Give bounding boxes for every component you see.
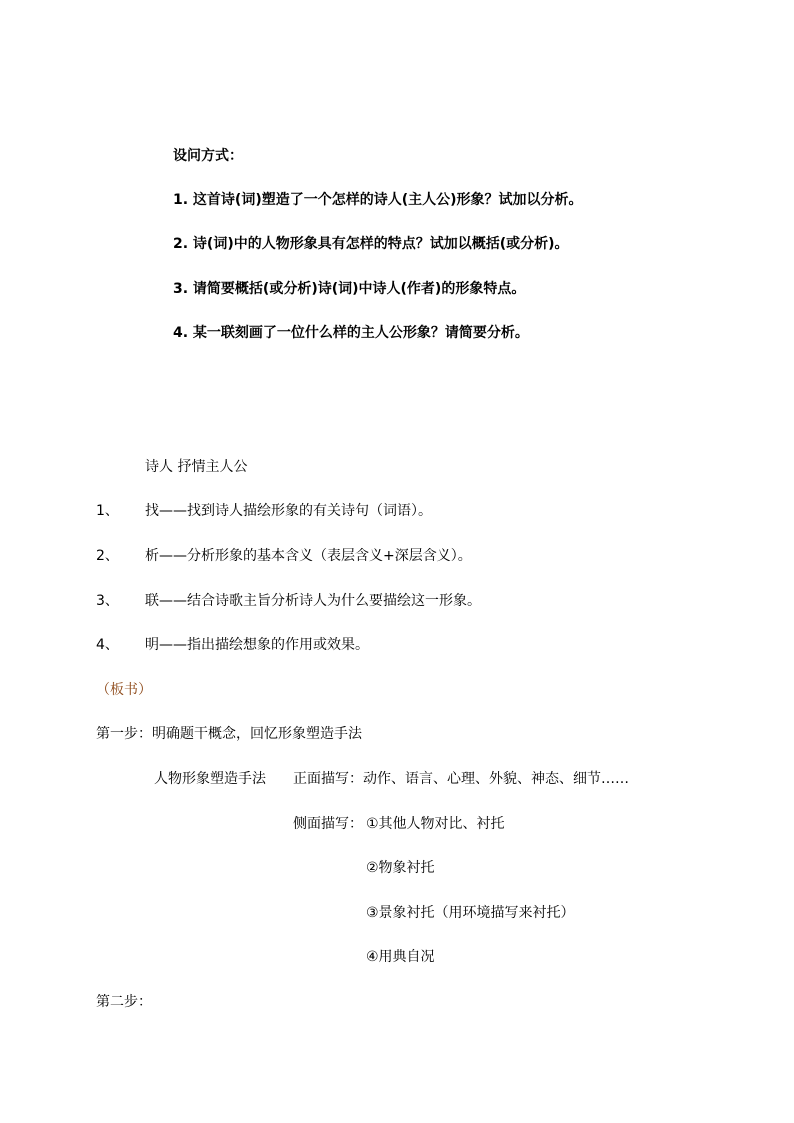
step-text-4: 明——指出描绘想象的作用或效果。 xyxy=(145,637,369,653)
indirect-item-3: ③景象衬托（用环境描写来衬托） xyxy=(366,905,575,921)
step-two-title: 第二步： xyxy=(96,994,152,1010)
step-one-title: 第一步：明确题干概念，回忆形象塑造手法 xyxy=(96,726,362,742)
question-item-4: 4. 某一联刻画了一位什么样的主人公形象？请简要分析。 xyxy=(173,325,529,341)
question-item-3: 3. 请简要概括(或分析)诗(词)中诗人(作者)的形象特点。 xyxy=(173,281,526,297)
step-text-3: 联——结合诗歌主旨分析诗人为什么要描绘这一形象。 xyxy=(145,593,481,609)
method-subtitle: 诗人 抒情主人公 xyxy=(145,459,248,475)
indirect-item-2: ②物象衬托 xyxy=(366,860,435,876)
question-item-1: 1. 这首诗(词)塑造了一个怎样的诗人(主人公)形象？试加以分析。 xyxy=(173,192,583,208)
step-number-1: 1、 xyxy=(96,503,119,519)
step-number-3: 3、 xyxy=(96,593,119,609)
step-text-2: 析——分析形象的基本含义（表层含义+深层含义）。 xyxy=(145,548,472,564)
step-text-1: 找——找到诗人描绘形象的有关诗句（词语）。 xyxy=(145,503,432,519)
indirect-item-1: ①其他人物对比、衬托 xyxy=(366,816,505,832)
direct-description: 正面描写：动作、语言、心理、外貌、神态、细节…… xyxy=(293,771,629,787)
indirect-item-4: ④用典自况 xyxy=(366,949,435,965)
question-heading: 设问方式： xyxy=(173,148,243,164)
indirect-label: 侧面描写： xyxy=(293,816,363,832)
step-number-4: 4、 xyxy=(96,637,119,653)
technique-label: 人物形象塑造手法 xyxy=(154,771,266,787)
question-item-2: 2. 诗(词)中的人物形象具有怎样的特点？试加以概括(或分析)。 xyxy=(173,236,569,252)
step-number-2: 2、 xyxy=(96,548,119,564)
board-note: （板书） xyxy=(96,682,152,698)
